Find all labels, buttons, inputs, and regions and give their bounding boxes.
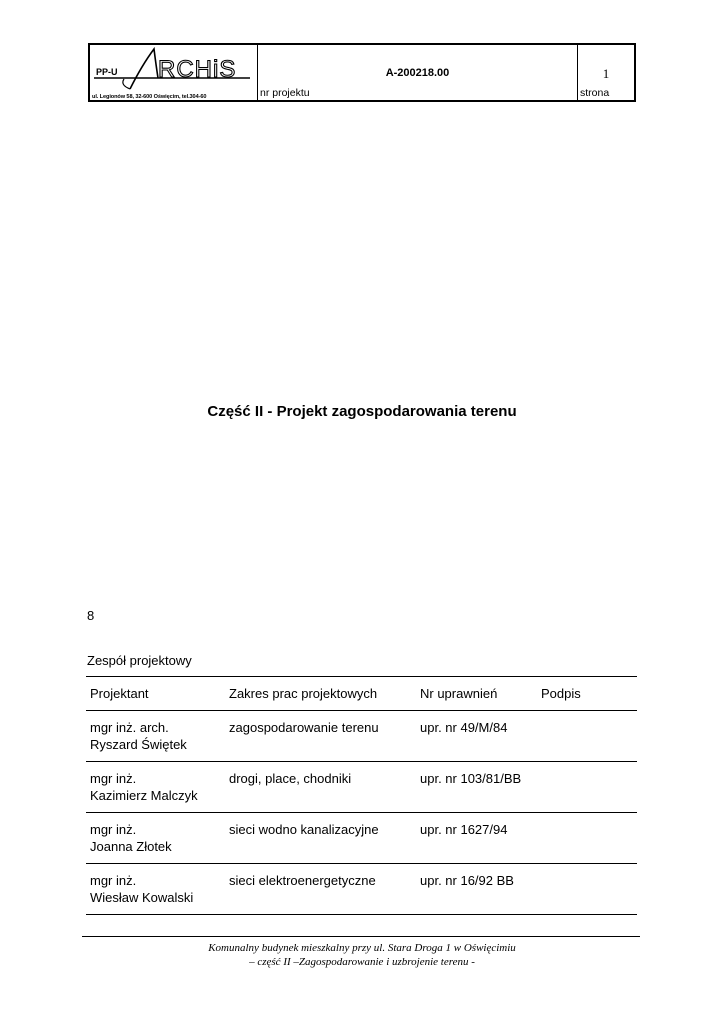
footer-line-1: Komunalny budynek mieszkalny przy ul. Stara Droga 1 w Oświęcimiu (208, 942, 516, 954)
license-cell: upr. nr 16/92 BB (416, 864, 537, 915)
table-row (86, 711, 637, 762)
license-cell: upr. nr 103/81/BB (416, 762, 537, 813)
designer-title: mgr inż. (90, 873, 137, 888)
signature-cell (537, 711, 637, 762)
column-header: Projektant (86, 677, 225, 711)
scope-cell: sieci elektroenergetyczne (225, 864, 416, 915)
designer-title: mgr inż. (90, 771, 137, 786)
company-address: ul. Legionów 58, 32-600 Oświęcim, tel.304-60 (92, 94, 207, 100)
scope-cell: drogi, place, chodniki (225, 762, 416, 813)
designer-name: Kazimierz Malczyk (90, 788, 198, 803)
footer-rule (82, 936, 640, 937)
page-label: strona (580, 87, 610, 99)
footer-line-2: – część II –Zagospodarowanie i uzbrojenie terenu - (249, 956, 475, 968)
project-label: nr projektu (260, 87, 310, 99)
logo-prefix: PP-U (96, 67, 118, 77)
archis-logo-graphic (90, 45, 256, 91)
page-cell (578, 45, 634, 100)
scope-cell: sieci wodno kanalizacyjne (225, 813, 416, 864)
column-header: Nr uprawnień (416, 677, 537, 711)
table-row (86, 762, 637, 813)
table-row (86, 813, 637, 864)
page-number: 1 (602, 66, 610, 81)
signature-cell (537, 813, 637, 864)
table-header-row (86, 677, 637, 711)
designer-cell (86, 762, 225, 813)
svg-text:RCHiS: RCHiS (158, 56, 237, 83)
table-row (86, 864, 637, 915)
designer-name: Wiesław Kowalski (90, 890, 194, 905)
column-header: Zakres prac projektowych (225, 677, 416, 711)
company-logo (90, 45, 258, 100)
designer-name: Ryszard Świętek (90, 737, 187, 752)
designer-cell (86, 864, 225, 915)
document-title: Część II - Projekt zagospodarowania terenu (207, 403, 517, 420)
license-cell: upr. nr 1627/94 (416, 813, 537, 864)
header-box (88, 43, 636, 102)
license-cell: upr. nr 49/M/84 (416, 711, 537, 762)
designer-title: mgr inż. (90, 822, 137, 837)
designer-cell (86, 813, 225, 864)
section-number: 8 (87, 608, 95, 623)
scope-cell: zagospodarowanie terenu (225, 711, 416, 762)
designer-name: Joanna Złotek (90, 839, 172, 854)
signature-cell (537, 864, 637, 915)
project-number: A-200218.00 (385, 67, 450, 79)
column-header: Podpis (537, 677, 637, 711)
designer-title: mgr inż. arch. (90, 720, 169, 735)
designer-cell (86, 711, 225, 762)
team-table (86, 676, 637, 915)
page-footer (0, 941, 724, 969)
project-cell (258, 45, 578, 100)
team-caption: Zespół projektowy (87, 653, 192, 668)
signature-cell (537, 762, 637, 813)
